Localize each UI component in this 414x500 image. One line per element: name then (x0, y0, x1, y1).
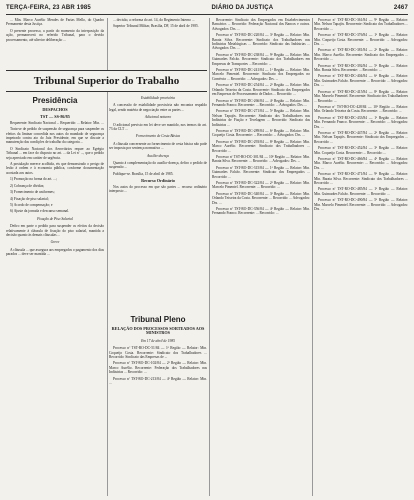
column-2: Estabilidade provisória A concessão de estabilidade provisória não encontra respaldo legal, sendo matéria de negociação entre as partes ... Adicional noturno O adicional previsto em lei deve ser mantido, nos termos do art. 73 da CLT ... Fornecimento de Cesta Básica A cláusula concernente ao fornecimento de cesta básica não pode ser imposta por sentença normativa ... Auxílio-doença Quanto à complementação do auxílio-doença, defiro o pedido de suspensão ... Publique-se. Brasília, 15 de abril de 1985. Recurso Ordinário Nos autos do processo em que são partes ... recurso ordinário interposto ... (109, 96, 207, 194)
subsection-title: Fornecimento de Cesta Básica (135, 134, 181, 139)
column-3: Recorrente: Sindicato dos Empregados em Estabelecimentos Bancários ... Recorrido: Federação Nacional dos Bancos e outros. Advogados: Drs. ... Processo nº TST-RO-DC-220/84 — 3ª Região — Relator: Min. Barata Silva. Recorrente: Sindicato dos Trabalhadores nas Indústrias Metalúrgicas ... Recorrido: Sindicato das Indústrias ... Advogados: Drs. ... Processo nº TST-RO-DC-238/84 — 9ª Região — Relator: Min. Guimarães Falcão. Recorrente: Sindicato dos Trabalhadores em Empresas de Transportes ... Recorrido: ... Processo nº TST-RO-DC-241/84 — 1ª Região — Relator: Min. Marcelo Pimentel. Recorrente: Sindicato dos Empregados no Comércio ... Recorrido: ... Advogados: Drs. ... Processo nº TST-RO-DC-254/84 — 2ª Região — Relator: Min. Orlando Teixeira da Costa. Recorrente: Sindicato dos Empregados em Empresas de Processamento de Dados ... Recorrido: ... Processo nº TST-RO-DC-266/84 — 4ª Região — Relator: Min. Fernando Franco. Recorrente: ... Recorrido: ... Advogados: Drs. ... Processo nº TST-RO-DC-271/84 — 5ª Região — Relator: Min. Nelson Tapajós. Recorrente: Sindicato dos Trabalhadores nas Indústrias de Fiação e Tecelagem ... Recorrido: Sindicato das Indústrias ... Processo nº TST-RO-DC-289/84 — 6ª Região — Relator: Min. Coqueijo Costa. Recorrente: ... Recorrido: ... Advogados: Drs. ... Processo nº TST-RO-DC-293/84 — 8ª Região — Relator: Min. Marco Aurélio. Recorrente: Sindicato dos Trabalhadores ... Recorrido: ... Processo nº TST-RO-DC-301/84 — 10ª Região — Relator: Min. Barata Silva. Recorrente: ... Recorrido: ... Advogados: Drs. ... Processo nº TST-RO-DC-315/84 — 1ª Região — Relator: Min. Guimarães Falcão. Recorrente: Sindicato dos Empregados ... Recorrido: ... Processo nº TST-RO-DC-322/84 — 2ª Região — Relator: Min. Marcelo Pimentel. Recorrente: ... Recorrido: ... Processo nº TST-RO-DC-340/84 — 3ª Região — Relator: Min. Orlando Teixeira da Costa. Recorrente: ... Recorrido: ... Advogados: Drs. ... Processo nº TST-RO-DC-356/84 — 4ª Região — Relator: Min. Fernando Franco. Recorrente: ... Recorrido: ... (212, 18, 310, 216)
section-banner (6, 70, 207, 92)
header-journal: DIÁRIO DA JUSTIÇA (211, 5, 274, 11)
process-reference: TST — SS-86/85 (40, 114, 70, 120)
subsection-title: Fixação de Piso Salarial (37, 216, 73, 221)
subsection-title: Greve (50, 240, 60, 245)
section-heading: Presidência (32, 96, 78, 105)
subsection-title: Auxílio-doença (147, 153, 169, 158)
page-header (6, 3, 408, 13)
subsection-heading: Recurso Ordinário (141, 178, 175, 184)
column-divider (209, 18, 210, 496)
column-4: Processo nº TST-RO-DC-361/84 — 9ª Região — Relator: Min. Nelson Tapajós. Recorrente: Sindicato dos Trabalhadores ... Recorrido: ... Processo nº TST-RO-DC-376/84 — 1ª Região — Relator: Min. Coqueijo Costa. Recorrente: ... Recorrido: ... Advogados: Drs. ... Processo nº TST-RO-DC-381/84 — 2ª Região — Relator: Min. Marco Aurélio. Recorrente: Sindicato dos Empregados ... Recorrido: ... Processo nº TST-RO-DC-392/84 — 5ª Região — Relator: Min. Barata Silva. Recorrente: ... Recorrido: ... Processo nº TST-RO-DC-404/84 — 6ª Região — Relator: Min. Guimarães Falcão. Recorrente: ... Recorrido: ... Advogados: Drs. ... Processo nº TST-RO-DC-415/84 — 8ª Região — Relator: Min. Marcelo Pimentel. Recorrente: Sindicato dos Trabalhadores ... Recorrido: ... Processo nº TST-RO-DC-428/84 — 10ª Região — Relator: Min. Orlando Teixeira da Costa. Recorrente: ... Recorrido: ... Processo nº TST-RO-DC-433/84 — 1ª Região — Relator: Min. Fernando Franco. Recorrente: ... Recorrido: ... Advogados: Drs. ... Processo nº TST-RO-DC-447/84 — 2ª Região — Relator: Min. Nelson Tapajós. Recorrente: Sindicato dos Empregados ... Recorrido: ... Processo nº TST-RO-DC-452/84 — 3ª Região — Relator: Min. Coqueijo Costa. Recorrente: ... Recorrido: ... Processo nº TST-RO-DC-466/84 — 4ª Região — Relator: Min. Marco Aurélio. Recorrente: ... Recorrido: ... Advogados: Drs. ... Processo nº TST-RO-DC-471/84 — 9ª Região — Relator: Min. Barata Silva. Recorrente: Sindicato dos Trabalhadores ... Recorrido: ... Processo nº TST-RO-DC-485/84 — 1ª Região — Relator: Min. Guimarães Falcão. Recorrente: ... Recorrido: ... Processo nº TST-RO-DC-490/84 — 5ª Região — Relator: Min. Marcelo Pimentel. Recorrente: ... Recorrido: ... Advogados: Drs. ... (314, 18, 408, 212)
header-rule (6, 14, 408, 15)
header-date: TERÇA-FEIRA, 23 ABR 1985 (6, 5, 91, 11)
subsection-title: Estabilidade provisória (141, 96, 175, 100)
list-title: RELAÇÃO DOS PROCESSOS SORTEADOS AOS MINISTROS (111, 326, 205, 336)
subsection-heading: DESPACHOS (42, 107, 68, 112)
header-page-number: 2467 (393, 5, 408, 11)
banner-title: Tribunal Superior do Trabalho (33, 75, 180, 87)
subsection-title: Adicional noturno (144, 115, 172, 120)
column-1-top: ... Min. Marco Aurélio Mendes de Farias Mello, do Quadro Permanente desta Justiça. O presente processo, a partir do momento da interposição da ação, permanecerá no referido Tribunal, para o devido processamento, até ulterior deliberação ... (6, 18, 104, 42)
list-date: Em 17 de abril de 1985 (141, 338, 175, 343)
column-2-plenum: Tribunal Pleno RELAÇÃO DOS PROCESSOS SORTEADOS AOS MINISTROS Em 17 de abril de 1985 Processo nº TST-RO-DC-51/84 — 1ª Região — Relator: Min. Coqueijo Costa. Recorrente: Sindicato dos Trabalhadores ... Recorrido: Sindicato das Empresas de ... Processo nº TST-RO-DC-102/84 — 2ª Região — Relator: Min. Marco Aurélio. Recorrente: Federação dos Trabalhadores nas Indústrias ... Recorrido: ... Processo nº TST-RO-DC-213/84 — 4ª Região — Relator: Min. ... (109, 315, 207, 386)
column-1: Presidência DESPACHOS TST — SS-86/85 Requerente: Sindicato Nacional ... Requerido: ... Relator: Min. ... Trata-se de pedido de suspensão de segurança para suspender os efeitos da liminar concedida nos autos do mandado de segurança impetrado contra ato do Juiz Presidente, em que se discute a manutenção das condições de trabalho da categoria ... O Sindicato Nacional dos Aeroviários requer ao Egrégio Tribunal ... em face do disposto no art. ... da Lei nº ..., que o pedido seja apreciado em caráter de urgência. A postulação merece acolhida, eis que demonstrado o perigo de lesão à ordem e à economia pública, conforme documentação acostada aos autos. 1) Promoção na forma do art. ...; 2) Cobrança de dívidas; 3) Fornecimento de uniformes; 4) Fixação de piso salarial; 5) Acordo de compensação; e 6) Ajuste da jornada e descanso semanal. Fixação de Piso Salarial Defiro em parte o pedido para suspender os efeitos da decisão relativamente à cláusula de fixação do piso salarial, mantida a decisão quanto às demais cláusulas ... Greve A cláusula ... que assegura aos empregados o pagamento dos dias parados ... deve ser mantida ... (6, 96, 104, 257)
column-divider (312, 18, 313, 496)
section-heading: Tribunal Pleno (130, 315, 186, 324)
column-2-top: ... decisão, a reforma do art. 14, do Regimento Interno ... Superior Tribunal Militar, Brasília, DF, 15 de abril de 1985. (113, 18, 199, 29)
